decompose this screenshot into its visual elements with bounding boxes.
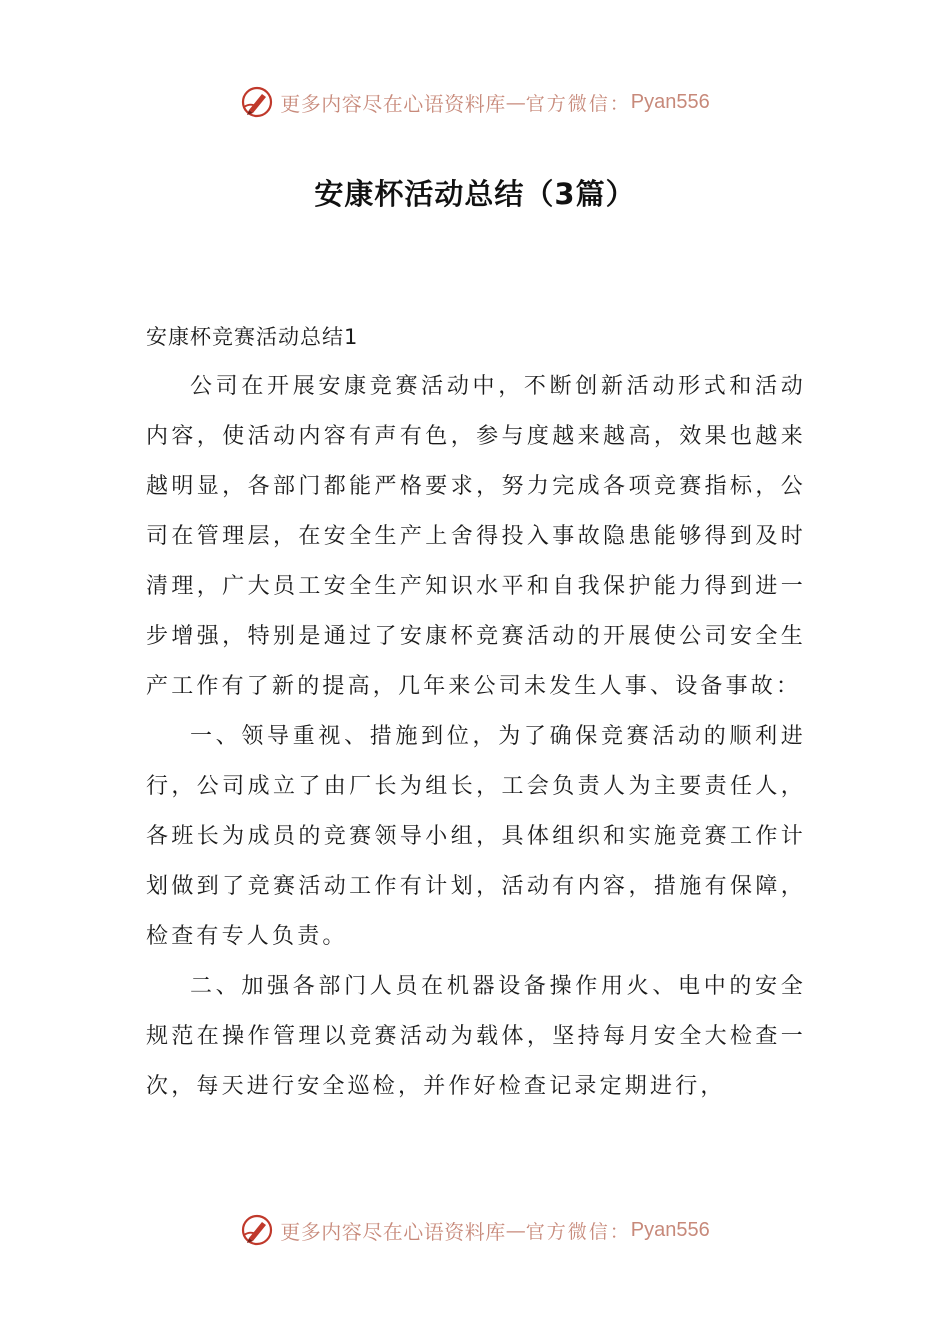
footer-banner: [0, 1210, 950, 1250]
banner-wechat-label: 官方微信：: [525, 1220, 631, 1243]
banner-main-text: 更多内容尽在心语资料库: [280, 91, 506, 116]
banner-main-text: 更多内容尽在心语资料库: [280, 1219, 506, 1244]
banner-wechat-id: Pyan556: [630, 1218, 710, 1241]
banner-dash: —: [505, 1218, 526, 1242]
document-body: [146, 312, 806, 1112]
pen-logo-icon: [240, 85, 274, 119]
banner-wechat-label: 官方微信：: [525, 92, 631, 115]
paragraph-3: 二、加强各部门人员在机器设备操作用火、电中的安全规范在操作管理以竞赛活动为载体，坚持每月安全大检查一次，每天进行安全巡检，并作好检查记录定期进行，: [146, 974, 806, 1099]
pen-logo-icon: [240, 1213, 274, 1247]
paragraph-2: 一、领导重视、措施到位，为了确保竞赛活动的顺利进行，公司成立了由厂长为组长，工会负责人为主要责任人，各班长为成员的竞赛领导小组，具体组织和实施竞赛工作计划做到了竞赛活动工作有计划，活动有内容，措施有保障，检查有专人负责。: [146, 724, 806, 949]
banner-wechat-id: Pyan556: [630, 90, 710, 113]
paragraph-1: 公司在开展安康竞赛活动中，不断创新活动形式和活动内容，使活动内容有声有色，参与度越来越高，效果也越来越明显，各部门都能严格要求，努力完成各项竞赛指标，公司在管理层，在安全生产上舍得投入事故隐患能够得到及时清理，广大员工安全生产知识水平和自我保护能力得到进一步增强，特别是通过了安康杯竞赛活动的开展使公司安全生产工作有了新的提高，几年来公司未发生人事、设备事故：: [146, 374, 806, 699]
page-title: 安康杯活动总结（3篇）: [314, 177, 636, 211]
header-banner: [0, 82, 950, 122]
banner-dash: —: [505, 90, 526, 114]
section-subtitle: 安康杯竞赛活动总结1: [146, 325, 359, 349]
